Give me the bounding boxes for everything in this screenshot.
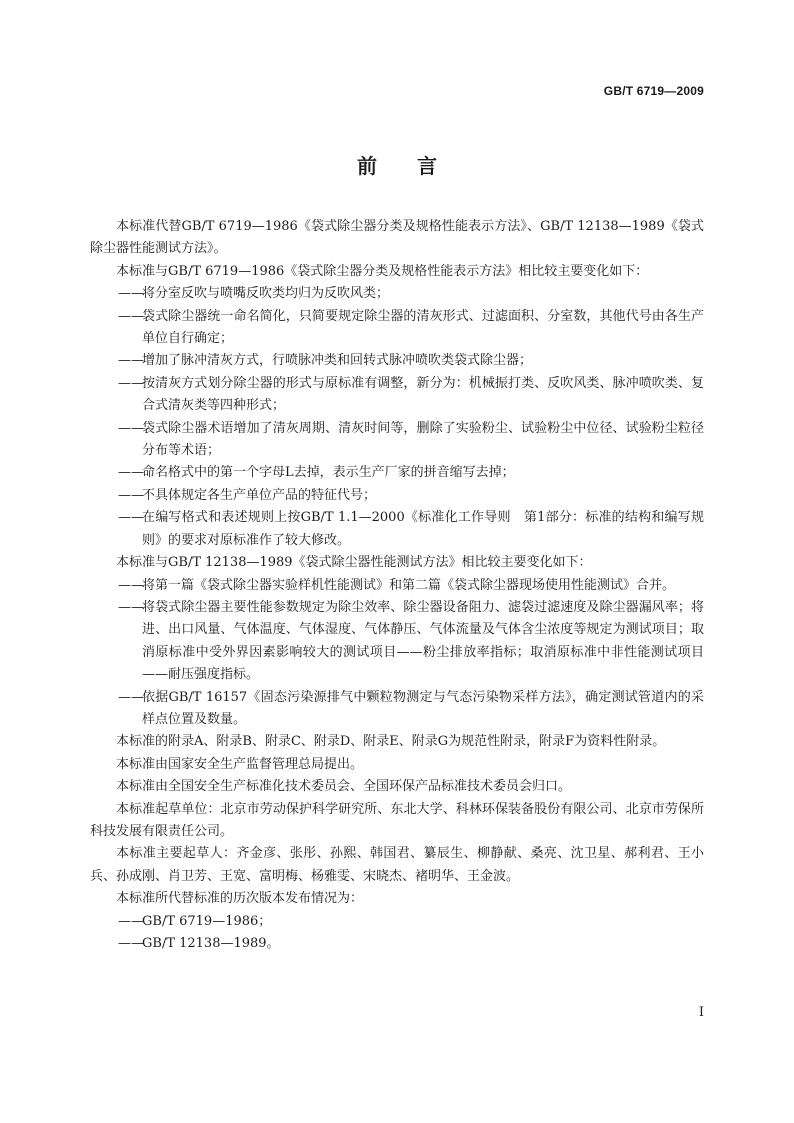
list-item [90, 462, 704, 484]
dash: —— [118, 599, 144, 615]
dash: —— [118, 353, 144, 369]
list-item-text: 按清灰方式划分除尘器的形式与原标准有调整，新分为：机械振打类、反吹风类、脉冲喷吹类、复合式清灰类等四种形式； [142, 375, 704, 414]
list-item [90, 575, 704, 597]
list-item-text: 依据GB/T 16157《固态污染源排气中颗粒物测定与气态污染物采样方法》，确定测试管道内的采样点位置及数量。 [142, 689, 704, 727]
list-item [90, 687, 704, 732]
list-item-text: 命名格式中的第一个字母L去掉，表示生产厂家的拼音缩写去掉； [142, 465, 515, 481]
dash: —— [118, 510, 144, 526]
dash: —— [118, 577, 144, 593]
list-item-text: 不具体规定各生产单位产品的特征代号； [142, 487, 377, 503]
paragraph-replaces: 本标准代替GB/T 6719—1986《袋式除尘器分类及规格性能表示方法》、GB/T 12138—1989《袋式除尘器性能测试方法》。 [90, 219, 704, 257]
paragraph-drafters: 本标准主要起草人：齐金彦、张彤、孙熙、韩国君、纂辰生、柳静献、桑亮、沈卫星、郝利君、王小兵、孙成刚、肖卫芳、王宽、富明梅、杨雅雯、宋晓杰、褚明华、王金波。 [90, 846, 704, 884]
page-title [0, 150, 794, 179]
list-item-text: 将第一篇《袋式除尘器实验样机性能测试》和第二篇《袋式除尘器现场使用性能测试》合并。 [142, 577, 676, 593]
list-item [90, 418, 704, 463]
list-item [90, 350, 704, 372]
list-item [90, 507, 704, 552]
list-item [90, 283, 704, 305]
title-char-2: 言 [417, 154, 437, 178]
dash: —— [118, 465, 144, 481]
page-number: I [698, 1005, 704, 1020]
paragraph-changes-12138: 本标准与GB/T 12138—1989《袋式除尘器性能测试方法》相比较主要变化如下： [116, 555, 592, 571]
list-item-text: GB/T 6719—1986； [142, 913, 272, 929]
dash: —— [118, 936, 144, 951]
paragraph-proposed-by: 本标准由国家安全生产监督管理总局提出。 [116, 756, 364, 772]
dash: —— [118, 308, 144, 324]
paragraph-changes-6719: 本标准与GB/T 6719—1986《袋式除尘器分类及规格性能表示方法》相比较主要变化如下： [116, 263, 649, 279]
dash: —— [118, 913, 144, 929]
foreword-body [90, 216, 704, 955]
list-item [90, 933, 704, 955]
standard-code: GB/T 6719—2009 [603, 84, 704, 98]
list-item-text: 袋式除尘器术语增加了清灰周期、清灰时间等，删除了实验粉尘、试验粉尘中位径、试验粉尘粒径分布等术语； [142, 420, 704, 459]
dash: —— [118, 420, 144, 436]
paragraph-under-jurisdiction: 本标准由全国安全生产标准化技术委员会、全国环保产品标准技术委员会归口。 [116, 779, 572, 795]
list-item-text: GB/T 12138—1989。 [142, 936, 280, 951]
list-item-text: 袋式除尘器统一命名简化，只简要规定除尘器的清灰形式、过滤面积、分室数，其他代号由各生产单位自行确定； [142, 308, 704, 347]
list-item-text: 增加了脉冲清灰方式，行喷脉冲类和回转式脉冲喷吹类袋式除尘器； [142, 353, 533, 369]
list-item-text: 在编写格式和表述规则上按GB/T 1.1—2000《标准化工作导则 第1部分：标准的结构和编写规则》的要求对原标准作了较大修改。 [142, 510, 704, 548]
dash: —— [118, 689, 144, 705]
paragraph-drafting-units: 本标准起草单位：北京市劳动保护科学研究所、东北大学、科林环保装备股份有限公司、北京市劳保所科技发展有限责任公司。 [90, 801, 704, 839]
list-item-text: 将分室反吹与喷嘴反吹类均归为反吹风类； [142, 286, 390, 302]
list-item [90, 306, 704, 351]
dash: —— [118, 286, 144, 302]
paragraph-annexes: 本标准的附录A、附录B、附录C、附录D、附录E、附录G为规范性附录，附录F为资料性附录。 [116, 734, 666, 750]
list-item [90, 911, 704, 933]
list-item [90, 597, 704, 687]
list-item-text: 将袋式除尘器主要性能参数规定为除尘效率、除尘器设备阻力、滤袋过滤速度及除尘器漏风率；将进、出口风量、气体温度、气体湿度、气体静压、气体流量及气体含尘浓度等规定为测试项目；取消原标准中受外界因素影响较大的测试项目——粉尘排放率指标；取消原标准中非性能测试项目——耐压强度指标。 [142, 599, 704, 683]
dash: —— [118, 375, 144, 391]
list-item [90, 373, 704, 418]
title-char-1: 前 [357, 154, 377, 178]
list-item [90, 485, 704, 507]
paragraph-previous-editions: 本标准所代替标准的历次版本发布情况为： [116, 891, 364, 907]
dash: —— [118, 487, 144, 503]
